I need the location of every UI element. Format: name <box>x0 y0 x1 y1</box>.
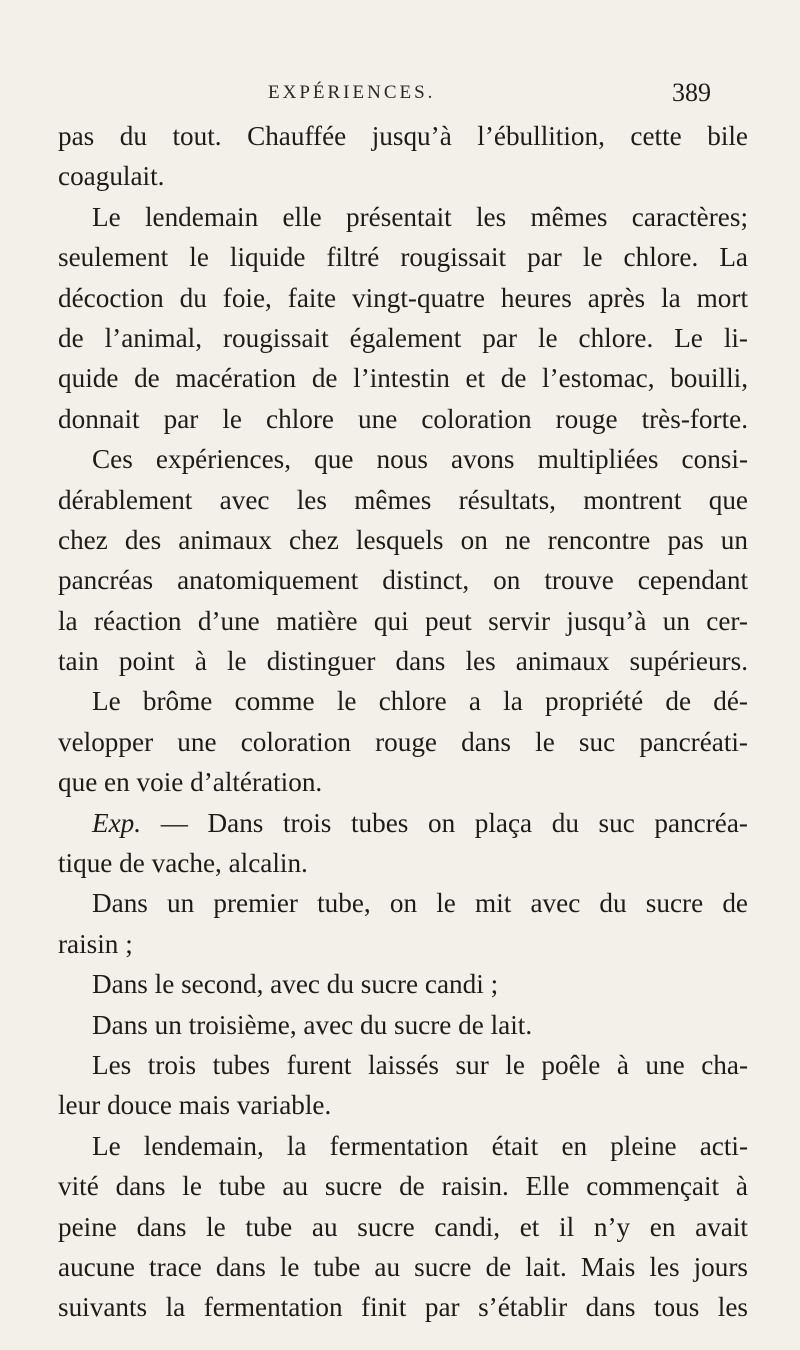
text-line: vité dans le tube au sucre de raisin. Elle commençait à <box>58 1171 748 1202</box>
running-head <box>0 78 800 112</box>
text-line: raisin ; <box>58 928 133 959</box>
text-line: Exp. — Dans trois tubes on plaça du suc pancréa- <box>92 807 748 838</box>
text-line: décoction du foie, faite vingt-quatre heures après la mort <box>58 282 748 313</box>
text-line: Dans un premier tube, on le mit avec du sucre de <box>92 888 748 919</box>
text-line: de l’animal, rougissait également par le chlore. Le li- <box>58 322 748 353</box>
italic-abbreviation: Exp. <box>92 807 142 838</box>
text-line: aucune trace dans le tube au sucre de lait. Mais les jours <box>58 1251 748 1282</box>
text-line: pas du tout. Chauffée jusqu’à l’ébullition, cette bile <box>58 121 748 151</box>
text-line: quide de macération de l’intestin et de l’estomac, bouilli, <box>58 363 748 394</box>
text-line: coagulait. <box>58 161 165 192</box>
text-line: la réaction d’une matière qui peut servir jusqu’à un cer- <box>58 605 748 636</box>
text-line: Ces expériences, que nous avons multipliées consi- <box>92 444 748 475</box>
text-line: suivants la fermentation finit par s’établir dans tous les <box>58 1292 748 1323</box>
text-line: que en voie d’altération. <box>58 767 323 798</box>
running-title: EXPÉRIENCES. <box>268 82 436 103</box>
text-line: Le lendemain, la fermentation était en pleine acti- <box>92 1130 748 1161</box>
text-line: dérablement avec les mêmes résultats, montrent que <box>58 484 748 515</box>
text-line: seulement le liquide filtré rougissait par le chlore. La <box>58 242 748 273</box>
page-number: 389 <box>672 78 711 107</box>
text-line: Le brôme comme le chlore a la propriété de dé- <box>92 686 748 717</box>
text-line: chez des animaux chez lesquels on ne rencontre pas un <box>58 524 748 555</box>
text-line: tain point à le distinguer dans les animaux supérieurs. <box>58 646 748 677</box>
body-text <box>58 116 748 1328</box>
text-line: Le lendemain elle présentait les mêmes caractères; <box>92 201 748 232</box>
text-line: donnait par le chlore une coloration rouge très-forte. <box>58 403 748 434</box>
text-line: Dans le second, avec du sucre candi ; <box>92 969 499 1000</box>
text-line: velopper une coloration rouge dans le suc pancréati- <box>58 726 748 757</box>
text-line: Les trois tubes furent laissés sur le poêle à une cha- <box>92 1049 748 1080</box>
text-line: Dans un troisième, avec du sucre de lait. <box>92 1009 533 1040</box>
text-line: peine dans le tube au sucre candi, et il n’y en avait <box>58 1211 748 1242</box>
text-line: leur douce mais variable. <box>58 1090 332 1121</box>
text-line: tique de vache, alcalin. <box>58 848 308 879</box>
text-line: pancréas anatomiquement distinct, on trouve cependant <box>58 565 748 596</box>
